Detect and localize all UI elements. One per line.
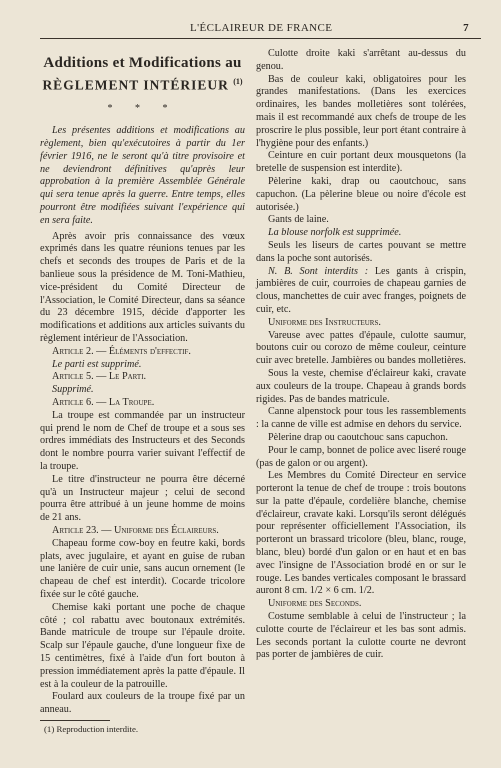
paragraph: Supprimé. bbox=[52, 384, 94, 396]
article-heading: Article 23. — Uniforme des Éclaireurs. bbox=[52, 525, 219, 536]
paragraph: Foulard aux couleurs de la troupe fixé par un anneau. bbox=[40, 691, 245, 716]
page-number: 7 bbox=[463, 22, 469, 34]
paragraph: Le parti est supprimé. bbox=[52, 358, 142, 370]
section-heading: Uniforme des Seconds. bbox=[268, 598, 362, 610]
paragraph: La blouse norfolk est supprimée. bbox=[268, 227, 402, 239]
paragraph: Sous la veste, chemise d'éclaireur kaki, cravate aux couleurs de la troupe. Chapeau à grands bords rigides. Pas de bandes matricule. bbox=[256, 367, 466, 405]
paragraph: Gants de laine. bbox=[268, 214, 329, 226]
footnote: (1) Reproduction interdite. bbox=[44, 723, 139, 734]
title-footnote-marker: (1) bbox=[233, 77, 243, 86]
nb-body: Les gants à crispin, jambières de cuir, courroies de chapeau garnies de clous, manchettes de cuir avec franges, poignets de cuir, etc. bbox=[256, 265, 467, 315]
article-title-main: RÈGLEMENT INTÉRIEUR bbox=[42, 77, 229, 93]
paragraph: Après avoir pris connaissance des vœux exprimés dans les quatre réunions tenues par les chefs et seconds des troupes de Paris et de la banlieue sous la présidence de M. Toni-Mathieu, vice-président du Comité Directeur de l'Association, le Comité Directeur, dans sa séance du 23 décembre 1915, décide d'apporter les modifications et additions aux articles suivants du règlement intérieur de l'Association. bbox=[40, 230, 245, 345]
left-column bbox=[40, 48, 245, 736]
running-title: L'ÉCLAIREUR DE FRANCE bbox=[190, 22, 333, 34]
paragraph: Ceinture en cuir portant deux mousquetons (la bretelle de suspension est interdite). bbox=[256, 150, 466, 175]
paragraph: Vareuse avec pattes d'épaule, culotte saumur, boutons cuir ou corozo de même couleur, ceinture cuir avec bretelle. Jambières ou bandes molletières. bbox=[256, 329, 466, 367]
paragraph: Chapeau forme cow-boy en feutre kaki, bords plats, avec jugulaire, et ayant en guise de ruban une lanière de cuir unie, sans aucun ornement (le chapeau de chef est interdit). Cocarde tricolore fixée sur le côté gauche. bbox=[40, 537, 245, 600]
paragraph: Chemise kaki portant une poche de chaque côté ; col rabattu avec boutonaux extrémités. Bande matricule de troupe sur l'épaule droite. Scalp sur l'épaule gauche, d'une longueur fixe de 15 centimètres, fixé à l'aide d'un fort bouton à pression immédiatement après la patte d'épaule. Il est à la couleur de la patrouille. bbox=[40, 601, 245, 690]
header-rule bbox=[40, 38, 481, 39]
paragraph: Bas de couleur kaki, obligatoires pour les grandes manifestations. (Dans les exercices ordinaires, les bandes molletières sont tolérées, mais il est recommandé aux chefs de troupe de les proscrire le plus possible, leur port étant contraire à l'hygiène pour des enfants.) bbox=[256, 73, 466, 149]
paragraph: Culotte droite kaki s'arrêtant au-dessus du genou. bbox=[256, 48, 466, 72]
section-heading: Uniforme des Instructeurs. bbox=[268, 316, 381, 328]
section-ornament: * * * bbox=[107, 102, 178, 114]
article-title-line1: Additions et Modifications au bbox=[43, 55, 242, 71]
intro-paragraph: Les présentes additions et modifications au règlement, bien qu'exécutoires à partir du 1er février 1916, ne le seront qu'à titre provisoire et ne deviendront définitives qu'après leur approbation à la première Assemblée Générale qui sera tenue après la guerre. Entre temps, elles pourront être modifiées suivant l'expérience qui en sera faite. bbox=[40, 125, 245, 226]
article-heading: Article 6. — La Troupe. bbox=[52, 397, 155, 409]
paragraph bbox=[256, 266, 466, 317]
article-title-line2 bbox=[40, 73, 245, 95]
paragraph: La troupe est commandée par un instructeur qui prend le nom de Chef de troupe et a sous ses ordres immédiats des Instructeurs et des Seconds dont le nombre pourra varier suivant l'effectif de la troupe. bbox=[40, 409, 245, 473]
nb-lead: N. B. Sont interdits : bbox=[268, 265, 369, 277]
paragraph: Seuls les liseurs de cartes pouvant se mettre dans la poche sont autorisés. bbox=[256, 239, 466, 264]
paragraph: Pour le camp, bonnet de police avec liseré rouge (pas de galon or ou argent). bbox=[256, 444, 466, 469]
paragraph: Pèlerine drap ou caoutchouc sans capuchon. bbox=[268, 431, 448, 443]
article-heading: Article 5. — Le Parti. bbox=[52, 371, 147, 383]
paragraph: Les Membres du Comité Directeur en service porteront la tenue de chef de troupe : trois boutons sur la patte d'épaule, cordelière blanche, chemise d'éclaireur, cravate kaki. Lorsqu'ils seront délégués pour représenter officiellement l'Association, ils porteront un brassard tricolore (bleu, blanc, rouge, blanc, bleu) bordé d'un galon or en haut et en bas avec l'insigne de l'Association brodé en or sur le rouge. Les bandes verticales composant le brassard auront 8 cm. 1/2 × 6 cm. 1/2. bbox=[256, 470, 466, 597]
footnote-rule bbox=[40, 720, 110, 721]
right-column bbox=[256, 48, 466, 662]
paragraph: Le titre d'instructeur ne pourra être décerné qu'à un Instructeur majeur ; celui de second pourra être attribué à un jeune homme de moins de 21 ans. bbox=[40, 473, 245, 524]
article-heading: Article 2. — Éléments d'effectif. bbox=[52, 345, 191, 357]
paragraph: Costume semblable à celui de l'instructeur ; la culotte courte de l'éclaireur et les bas sont admis. Les seconds portant la culotte courte ne devront pas porter de jambières de cuir. bbox=[256, 611, 466, 661]
paragraph: Canne alpenstock pour tous les rassemblements : la canne de ville est admise en dehors du service. bbox=[256, 406, 466, 431]
paragraph: Pèlerine kaki, drap ou caoutchouc, sans capuchon. (La pèlerine bleue ou noire d'école est autorisée.) bbox=[256, 175, 466, 213]
